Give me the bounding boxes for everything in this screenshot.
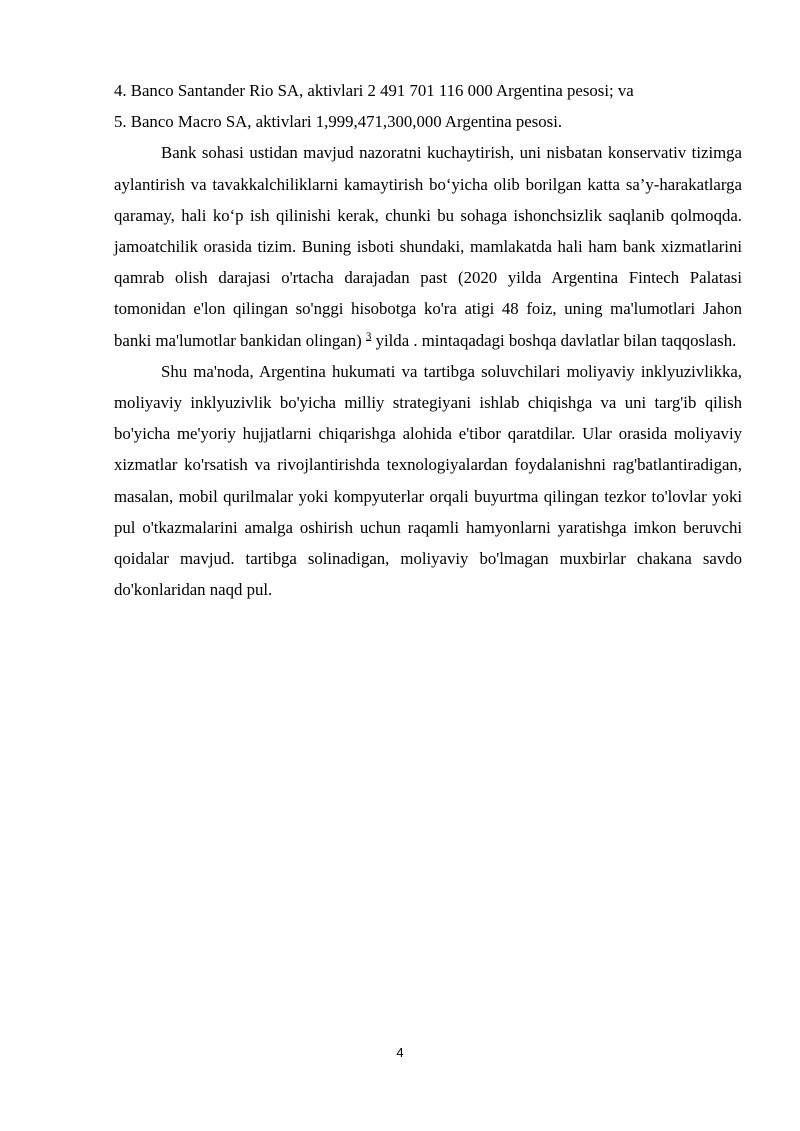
list-item: 4. Banco Santander Rio SA, aktivlari 2 491 701 116 000 Argentina pesosi; va bbox=[114, 81, 634, 100]
paragraph-text: yilda . mintaqadagi boshqa davlatlar bilan taqqoslash. bbox=[371, 330, 737, 350]
list-item: 5. Banco Macro SA, aktivlari 1,999,471,300,000 Argentina pesosi. bbox=[114, 112, 563, 132]
paragraph bbox=[114, 137, 742, 355]
footnote-reference[interactable]: 3 bbox=[365, 330, 372, 343]
page-number: 4 bbox=[396, 1045, 404, 1060]
paragraph-text: Bank sohasi ustidan mavjud nazoratni kuchaytirish, uni nisbatan konservativ tizimga aylantirish va tavakkalchiliklarni kamaytirish bo‘yicha olib borilgan katta sa’y-harakatlarga qaramay, hali ko‘p ish qilinishi kerak, chunki bu sohaga ishonchsizlik saqlanib qolmoqda. jamoatchilik orasida tizim. Buning isboti shundaki, mamlakatda hali ham bank xizmatlarini qamrab olish darajasi o'rtacha darajadan past (2020 yilda Argentina Fintech Palatasi tomonidan e'lon qilingan so'nggi hisobotga ko'ra atigi 48 foiz, uning ma'lumotlari Jahon banki ma'lumotlar bankidan olingan) bbox=[114, 143, 742, 350]
paragraph: Shu ma'noda, Argentina hukumati va tartibga soluvchilari moliyaviy inklyuzivlikka, moliyaviy inklyuzivlik bo'yicha milliy strategiyani ishlab chiqishga va uni targ'ib qilish bo'yicha me'yoriy hujjatlarni chiqarishga alohida e'tibor qaratdilar. Ular orasida moliyaviy xizmatlar ko'rsatish va rivojlantirishda texnologiyalardan foydalanishni rag'batlantiradigan, masalan, mobil qurilmalar yoki kompyuterlar orqali buyurtma qilingan tezkor to'lovlar yoki pul o'tkazmalarini amalga oshirish uchun raqamli hamyonlarni yaratishga imkon beruvchi qoidalar mavjud. tartibga solinadigan, moliyaviy bo'lmagan muxbirlar chakana savdo do'konlaridan naqd pul. bbox=[114, 361, 742, 600]
document-body bbox=[114, 75, 742, 605]
